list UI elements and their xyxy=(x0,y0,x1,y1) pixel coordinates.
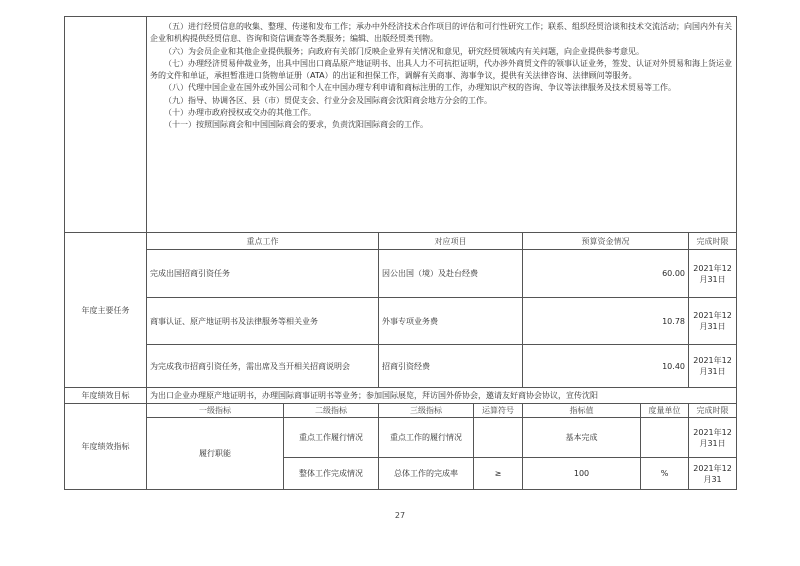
work-row xyxy=(65,298,737,345)
indicator-operator xyxy=(474,418,523,458)
duty-item: （五）进行经贸信息的收集、整理、传递和发布工作；承办中外经济技术合作项目的评估和可行性研究工作；联系、组织经贸洽谈和技术交流活动；向国内外有关企业和机构提供经贸信息、咨询和资信调查等各类服务；编辑、出版经贸类刊物。 xyxy=(150,22,732,44)
duties-text-cell xyxy=(147,17,737,233)
goal-row xyxy=(65,388,737,404)
work-budget-header: 预算资金情况 xyxy=(523,233,689,250)
indicator-level3: 重点工作的履行情况 xyxy=(379,418,474,458)
indicator-level1-header: 一级指标 xyxy=(147,404,284,418)
indicator-unit: % xyxy=(641,458,689,490)
work-deadline: 2021年12月31日 xyxy=(689,345,737,388)
indicator-deadline-header: 完成时限 xyxy=(689,404,737,418)
duty-item: （六）为会员企业和其他企业提供服务；向政府有关部门反映企业界有关情况和意见，研究经贸领域内有关问题，向企业提供参考意见。 xyxy=(164,46,644,56)
work-project-header: 对应项目 xyxy=(379,233,523,250)
page-number: 27 xyxy=(394,511,406,520)
work-task: 为完成我市招商引资任务，需出席及当开相关招商说明会 xyxy=(147,345,379,388)
indicator-header-row xyxy=(65,404,737,418)
indicator-level1: 履行职能 xyxy=(147,418,284,490)
work-task: 完成出国招商引资任务 xyxy=(147,250,379,298)
goal-text: 为出口企业办理原产地证明书，办理国际商事证明书等业务；参加国际展览，拜访国外侨协会，邀请友好商协会协议，宣传沈阳 xyxy=(147,388,737,404)
duties-label-cell xyxy=(65,17,147,233)
work-header-row xyxy=(65,233,737,250)
work-budget: 10.40 xyxy=(523,345,689,388)
indicator-level3-header: 三级指标 xyxy=(379,404,474,418)
work-deadline: 2021年12月31日 xyxy=(689,250,737,298)
duty-item: （十）办理市政府授权或交办的其他工作。 xyxy=(164,108,316,118)
indicator-level2: 重点工作履行情况 xyxy=(284,418,379,458)
work-project: 招商引资经费 xyxy=(379,345,523,388)
duty-item: （十一）按照国际商会和中国国际商会的要求，负责沈阳国际商会的工作。 xyxy=(164,120,428,130)
indicator-unit xyxy=(641,418,689,458)
work-deadline-header: 完成时限 xyxy=(689,233,737,250)
work-deadline: 2021年12月31日 xyxy=(689,298,737,345)
indicator-value: 基本完成 xyxy=(523,418,641,458)
indicator-level2: 整体工作完成情况 xyxy=(284,458,379,490)
indicator-value: 100 xyxy=(523,458,641,490)
work-budget: 60.00 xyxy=(523,250,689,298)
work-project: 外事专项业务费 xyxy=(379,298,523,345)
indicator-level2-header: 二级指标 xyxy=(284,404,379,418)
indicator-deadline: 2021年12月31 xyxy=(689,458,737,490)
indicator-section-label: 年度绩效指标 xyxy=(65,404,147,490)
duty-item: （七）办理经济贸易仲裁业务，出具中国出口商品原产地证明书、出具人力不可抗拒证明，代办涉外商贸文件的领事认证业务，签发、认证对外贸易和海上货运业务的文件和单证，承担暂准进口货物单证册（ATA）的出证和担保工作，调解有关商事、海事争议，提供有关法律咨询、法律顾问等服务。 xyxy=(150,58,732,81)
duty-item: （九）指导、协调各区、县（市）贸促支会、行业分会及国际商会沈阳商会地方分会的工作。 xyxy=(164,95,492,105)
work-project: 因公出国（境）及赴台经费 xyxy=(379,250,523,298)
indicator-deadline: 2021年12月31日 xyxy=(689,418,737,458)
indicator-value-header: 指标值 xyxy=(523,404,641,418)
duty-item: （八）代理中国企业在国外或外国公司和个人在中国办理专利申请和商标注册的工作，办理知识产权的咨询、争议等法律服务及技术贸易等工作。 xyxy=(164,83,676,93)
indicator-operator: ≥ xyxy=(474,458,523,490)
indicator-operator-header: 运算符号 xyxy=(474,404,523,418)
indicator-unit-header: 度量单位 xyxy=(641,404,689,418)
performance-table xyxy=(64,16,737,490)
work-row xyxy=(65,250,737,298)
goal-label: 年度绩效目标 xyxy=(65,388,147,404)
work-section-label: 年度主要任务 xyxy=(65,233,147,388)
duties-row xyxy=(65,17,737,233)
work-budget: 10.78 xyxy=(523,298,689,345)
indicator-row xyxy=(65,418,737,458)
work-row xyxy=(65,345,737,388)
work-task: 商事认证、原产地证明书及法律服务等相关业务 xyxy=(147,298,379,345)
work-task-header: 重点工作 xyxy=(147,233,379,250)
indicator-level3: 总体工作的完成率 xyxy=(379,458,474,490)
